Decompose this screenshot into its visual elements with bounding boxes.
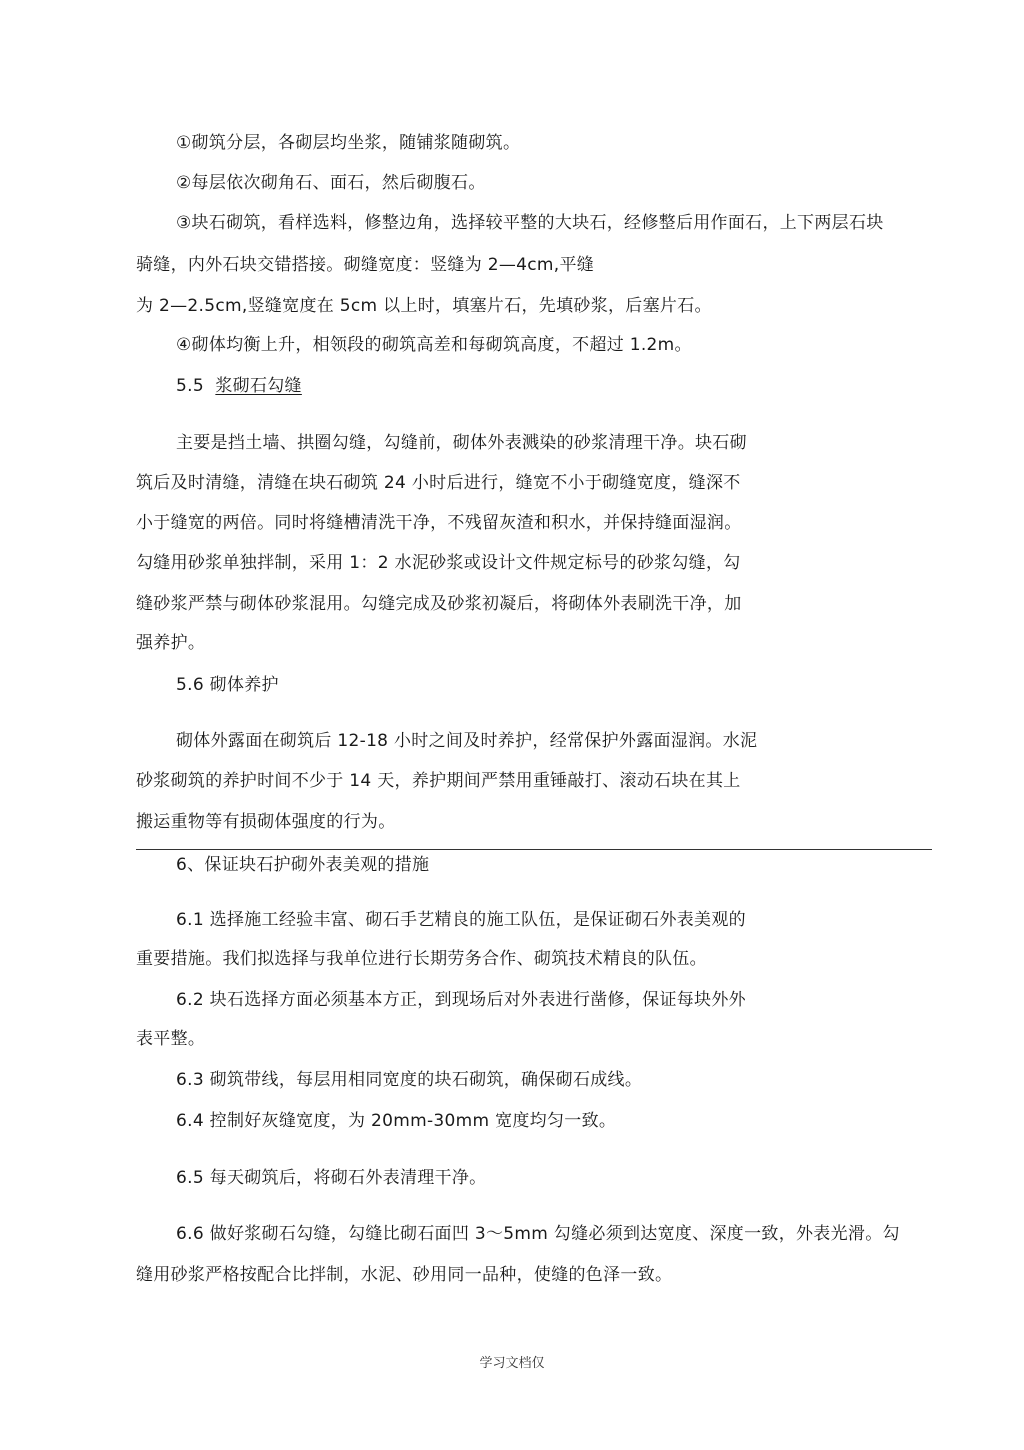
text-line: 砂浆砌筑的养护时间不少于 14 天，养护期间严禁用重锤敲打、滚动石块在其上 (136, 771, 741, 791)
text-line: 6.5 每天砌筑后，将砌石外表清理干净。 (176, 1168, 487, 1188)
text-line: 5.6 砌体养护 (176, 675, 279, 695)
page-footer: 学习文档仅 (479, 1356, 545, 1371)
section-heading-5-5 (176, 376, 302, 396)
text-line: 筑后及时清缝，清缝在块石砌筑 24 小时后进行，缝宽不小于砌缝宽度，缝深不 (136, 473, 741, 493)
text-line: 6.2 块石选择方面必须基本方正，到现场后对外表进行凿修，保证每块外外 (176, 990, 746, 1010)
text-line: 砌体外露面在砌筑后 12-18 小时之间及时养护，经常保护外露面湿润。水泥 (176, 731, 758, 751)
text-line: 6.1 选择施工经验丰富、砌石手艺精良的施工队伍，是保证砌石外表美观的 (176, 910, 746, 930)
text-line: 为 2—2.5cm,竖缝宽度在 5cm 以上时，填塞片石，先填砂浆，后塞片石。 (136, 296, 712, 316)
section-title: 浆砌石勾缝 (215, 376, 302, 396)
text-line: 缝用砂浆严格按配合比拌制，水泥、砂用同一品种，使缝的色泽一致。 (136, 1265, 673, 1285)
text-line: 搬运重物等有损砌体强度的行为。 (136, 812, 396, 832)
horizontal-rule (136, 849, 932, 850)
text-line: 6.6 做好浆砌石勾缝，勾缝比砌石面凹 3～5mm 勾缝必须到达宽度、深度一致，外表光滑。勾 (176, 1224, 900, 1244)
text-line: 6.4 控制好灰缝宽度，为 20mm-30mm 宽度均匀一致。 (176, 1111, 617, 1131)
text-line: 勾缝用砂浆单独拌制，采用 1：2 水泥砂浆或设计文件规定标号的砂浆勾缝，勾 (136, 553, 741, 573)
text-line: 骑缝，内外石块交错搭接。砌缝宽度：竖缝为 2—4cm,平缝 (136, 255, 595, 275)
text-line: ③块石砌筑，看样选料，修整边角，选择较平整的大块石，经修整后用作面石，上下两层石块 (176, 213, 884, 233)
text-line: ②每层依次砌角石、面石，然后砌腹石。 (176, 173, 486, 193)
section-number: 5.5 (176, 376, 204, 396)
text-line: 强养护。 (136, 633, 206, 653)
text-line: 缝砂浆严禁与砌体砂浆混用。勾缝完成及砂浆初凝后，将砌体外表刷洗干净，加 (136, 594, 742, 614)
text-line: 重要措施。我们拟选择与我单位进行长期劳务合作、砌筑技术精良的队伍。 (136, 949, 707, 969)
text-line: ①砌筑分层，各砌层均坐浆，随铺浆随砌筑。 (176, 133, 521, 153)
text-line: 小于缝宽的两倍。同时将缝槽清洗干净，不残留灰渣和积水，并保持缝面湿润。 (136, 513, 742, 533)
text-line: ④砌体均衡上升，相领段的砌筑高差和每砌筑高度，不超过 1.2m。 (176, 335, 692, 355)
text-line: 表平整。 (136, 1029, 206, 1049)
text-line: 6、保证块石护砌外表美观的措施 (176, 855, 430, 875)
text-line: 6.3 砌筑带线，每层用相同宽度的块石砌筑，确保砌石成线。 (176, 1070, 643, 1090)
text-line: 主要是挡土墙、拱圈勾缝，勾缝前，砌体外表溅染的砂浆清理干净。块石砌 (176, 433, 747, 453)
